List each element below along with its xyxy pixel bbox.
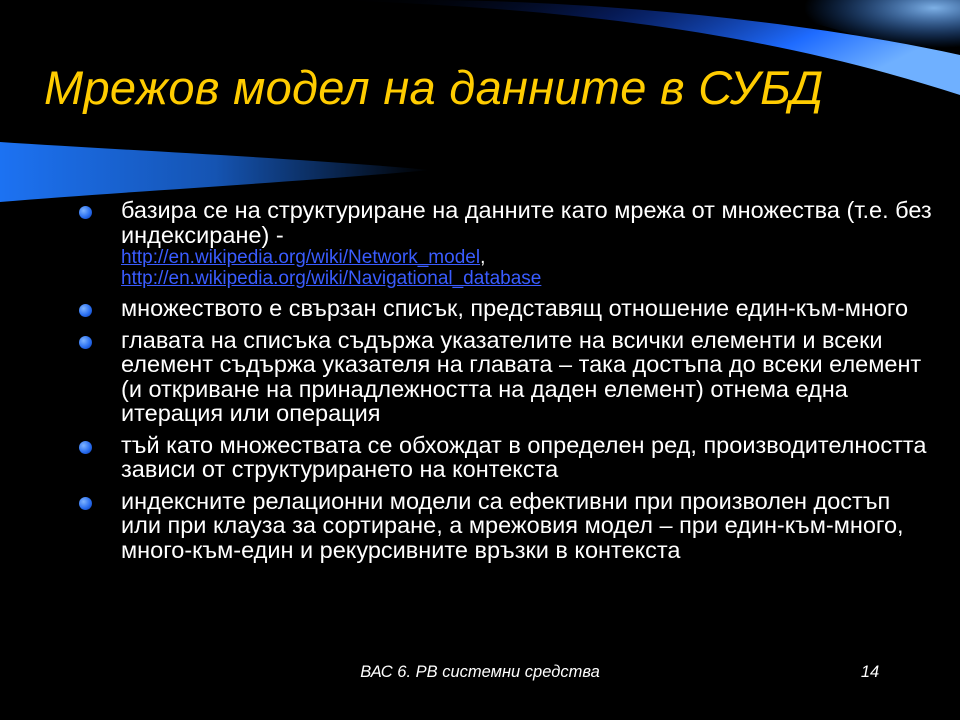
- page-number: 14: [860, 663, 880, 681]
- bullet-icon: [79, 336, 92, 349]
- bullet-text: главата на списъка съдържа указателите на всички елементи и всеки елемент съдържа указателя на главата – така достъпа до всеки елемент (и откриване на принадлежността на даден елемент) отнема една итерация или операция: [121, 326, 922, 426]
- bullet-icon: [79, 304, 92, 317]
- bullet-item: [74, 296, 934, 321]
- bullet-list: [74, 198, 934, 569]
- bullet-text: индексните релационни модели са ефективни при произволен достъп или при клауза за сортиране, а мрежовия модел – при един-към-много, много-към-един и рекурсивните връзки в контекста: [121, 487, 904, 563]
- bullet-icon: [79, 206, 92, 219]
- navigational-database-link[interactable]: http://en.wikipedia.org/wiki/Navigational_database: [121, 268, 542, 289]
- link-separator: ,: [480, 247, 486, 268]
- network-model-link[interactable]: http://en.wikipedia.org/wiki/Network_model: [121, 247, 481, 268]
- bullet-item: [74, 198, 934, 289]
- bullet-icon: [79, 497, 92, 510]
- bullet-text: тъй като множествата се обхождат в определен ред, производителността зависи от структурирането на контекста: [121, 431, 927, 482]
- bullet-icon: [79, 441, 92, 454]
- reference-links: [121, 247, 934, 289]
- footer-title: ВАС 6. РВ системни средства: [360, 663, 600, 681]
- bullet-item: [74, 489, 934, 563]
- bullet-item: [74, 433, 934, 482]
- slide-title: Мрежов модел на данните в СУБД: [44, 61, 824, 114]
- bullet-text: базира се на структуриране на данните като мрежа от множества (т.е. без индексиране) -: [121, 197, 932, 248]
- bullet-text: множеството е свързан списък, представящ отношение един-към-много: [121, 295, 909, 321]
- bullet-item: [74, 328, 934, 426]
